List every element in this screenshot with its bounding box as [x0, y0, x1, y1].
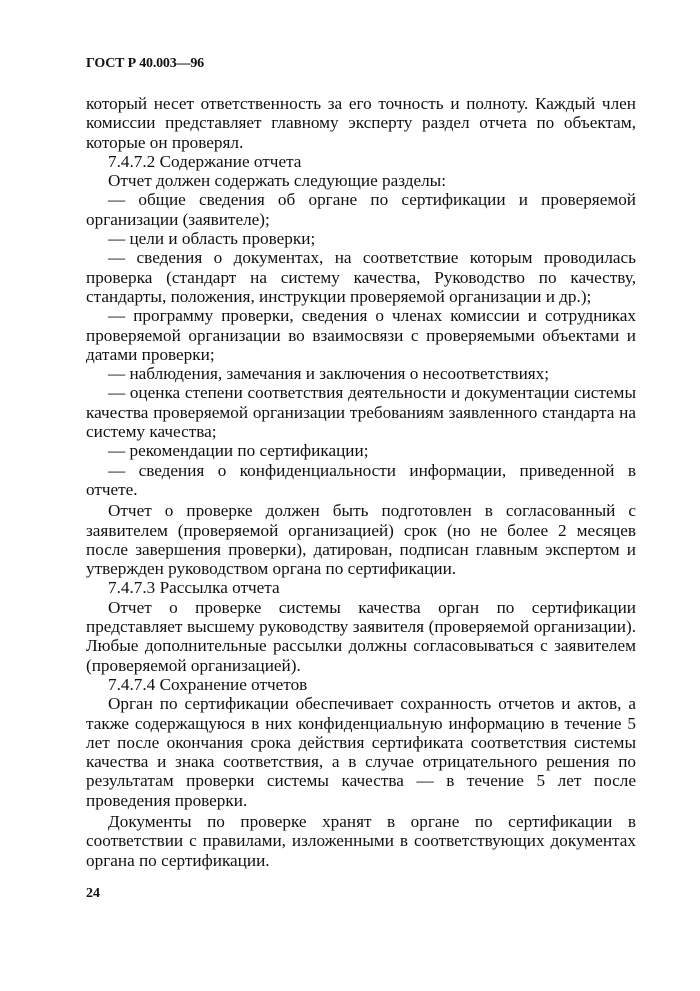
section-heading-7-4-7-3: 7.4.7.3 Рассылка отчета [108, 578, 280, 598]
section-heading-7-4-7-2: 7.4.7.2 Содержание отчета [108, 151, 302, 171]
list-item-program: — программу проверки, сведения о членах комиссии и сотрудниках проверяемой организации во взаимосвязи с проверяемыми объектами и датами проверки; [86, 306, 636, 364]
document-page [86, 56, 636, 902]
paragraph-report-retention: Орган по сертификации обеспечивает сохранность отчетов и актов, а также содержащуюся в них конфиденциальную информацию в течение 5 лет после окончания срока действия сертификата соответствия системы качества и знака соответствия, а в случае отрицательного решения по результатам проверки системы качества — в течение 5 лет после проведения проверки. [86, 694, 636, 810]
list-item-observations: — наблюдения, замечания и заключения о несоответствиях; [108, 364, 550, 384]
list-item-confidentiality: — сведения о конфиденциальности информации, приведенной в отчете. [86, 460, 636, 499]
paragraph-report-sections-intro: Отчет должен содержать следующие разделы: [108, 171, 446, 191]
section-heading-7-4-7-4: 7.4.7.4 Сохранение отчетов [108, 674, 308, 694]
running-header: ГОСТ Р 40.003—96 [86, 56, 204, 71]
list-item-recommendations: — рекомендации по сертификации; [108, 441, 369, 461]
paragraph-continuation: который несет ответственность за его точность и полноту. Каждый член комиссии представляет главному эксперту раздел отчета по объектам, которые он проверял. [86, 94, 636, 152]
paragraph-document-storage: Документы по проверке хранят в органе по сертификации в соответствии с правилами, изложенными в соответствующих документах органа по сертификации. [86, 811, 636, 870]
list-item-assessment: — оценка степени соответствия деятельности и документации системы качества проверяемой организации требованиям заявленного стандарта на систему качества; [86, 383, 636, 442]
page-number: 24 [86, 885, 100, 901]
body-text [86, 94, 636, 870]
paragraph-report-deadline: Отчет о проверке должен быть подготовлен в согласованный с заявителем (проверяемой организацией) срок (но не более 2 месяцев после завершения проверки), датирован, подписан главным экспертом и утвержден руководством органа по сертификации. [86, 501, 636, 579]
list-item-goals-scope: — цели и область проверки; [108, 229, 316, 249]
list-item-documents: — сведения о документах, на соответствие которым проводилась проверка (стандарт на систему качества, Руководство по качеству, стандарты, положения, инструкции проверяемой организации и др.); [86, 248, 636, 306]
list-item-general-info: — общие сведения об органе по сертификации и проверяемой организации (заявителе); [86, 190, 636, 229]
paragraph-report-distribution: Отчет о проверке системы качества орган по сертификации представляет высшему руководству заявителя (проверяемой организации). Любые дополнительные рассылки должны согласовываться с заявителем (проверяемой организацией). [86, 597, 636, 675]
